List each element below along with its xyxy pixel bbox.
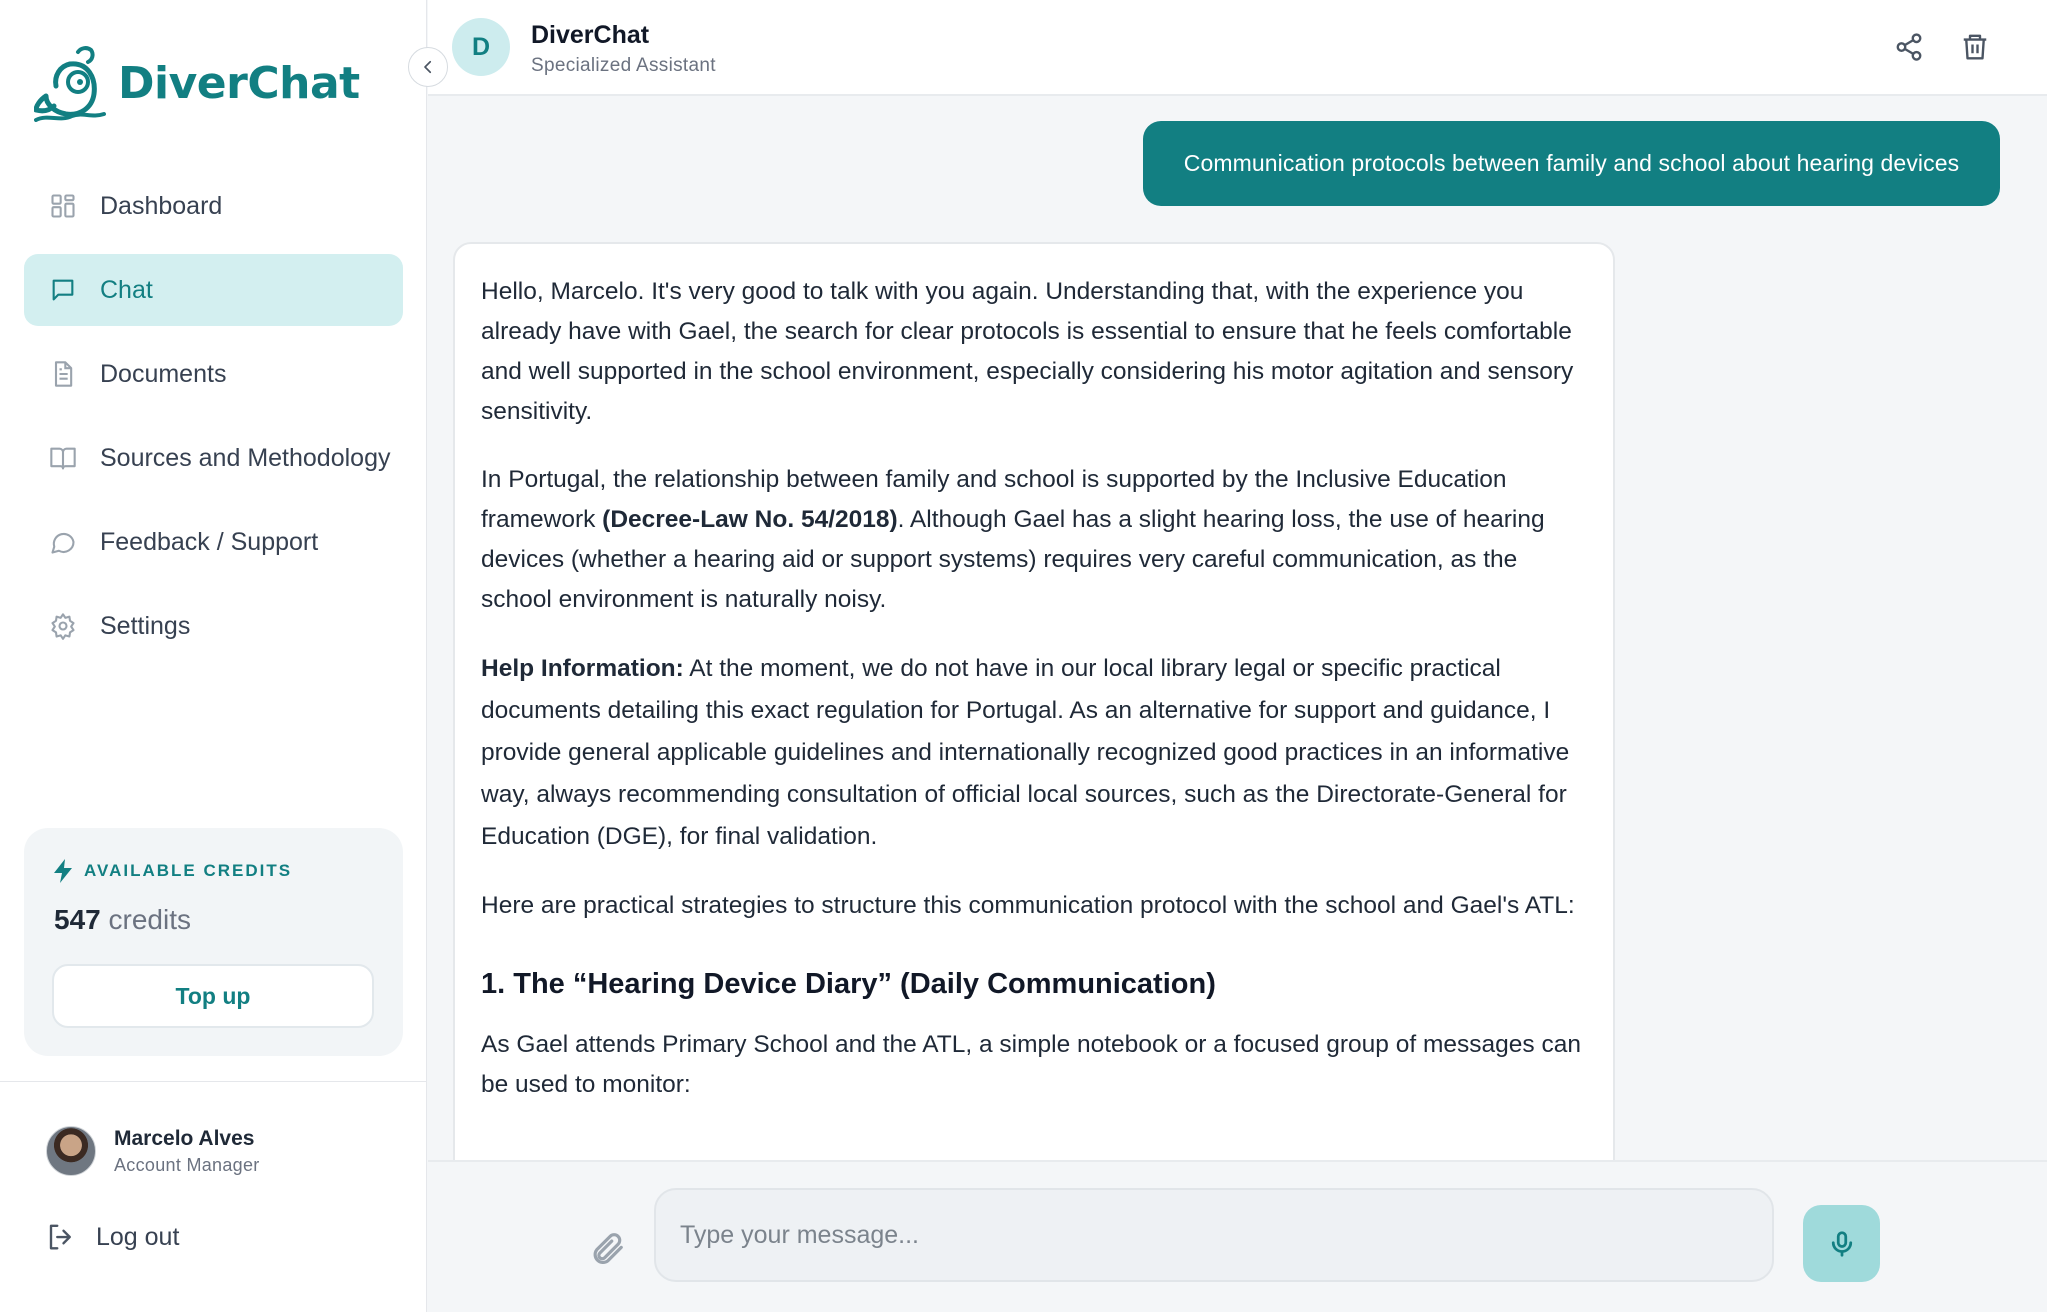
sidebar-item-settings[interactable]: [24, 590, 403, 662]
credits-amount: 547: [54, 904, 101, 935]
sidebar-item-label: Chat: [100, 275, 153, 304]
assistant-subtitle: Specialized Assistant: [531, 55, 716, 76]
sidebar-divider: [0, 1081, 427, 1082]
message-heading: 1. The “Hearing Device Diary” (Daily Communication): [481, 968, 1216, 1000]
sidebar-item-documents[interactable]: [24, 338, 403, 410]
app-name: DiverChat: [118, 57, 360, 109]
collapse-sidebar-button[interactable]: [408, 47, 448, 87]
message-circle-icon: [48, 527, 78, 557]
credits-unit: credits: [108, 904, 191, 935]
assistant-name: DiverChat: [531, 21, 650, 49]
dashboard-grid-icon: [48, 191, 78, 221]
message-paragraph: [481, 648, 1587, 858]
logout-label: Log out: [96, 1222, 180, 1251]
message-input[interactable]: [654, 1188, 1774, 1282]
assistant-message-bubble: [453, 242, 1615, 1312]
chat-header: [428, 0, 2047, 96]
gear-icon: [48, 611, 78, 641]
sidebar-item-chat[interactable]: [24, 254, 403, 326]
message-paragraph: [481, 460, 1587, 620]
credits-card: [24, 828, 403, 1056]
sidebar-item-label: Settings: [100, 611, 191, 640]
lightning-icon: [52, 858, 74, 884]
assistant-avatar: D: [452, 18, 510, 76]
credits-header: [52, 858, 292, 884]
share-button[interactable]: [1892, 30, 1926, 64]
user-info: [114, 1127, 260, 1176]
text-span: At the moment, we do not have in our local library legal or specific practical documents detailing this exact regulation for Portugal. As an alternative for support and guidance, I provide general applicable guidelines and internationally recognized good practices in an informative way, always recommending consultation of official local sources, such as the Directorate-General for Education (DGE), for final validation.: [481, 655, 1570, 850]
message-paragraph: Here are practical strategies to structure this communication protocol with the school and Gael's ATL:: [481, 892, 1575, 919]
user-message-bubble: Communication protocols between family and school about hearing devices: [1143, 121, 2000, 206]
bold-text: Help Information:: [481, 655, 684, 682]
microphone-button[interactable]: [1803, 1205, 1880, 1282]
user-name: Marcelo Alves: [114, 1126, 255, 1150]
logout-icon: [46, 1222, 76, 1252]
share-icon: [1894, 32, 1924, 62]
avatar: [46, 1126, 96, 1176]
sidebar-item-label: Feedback / Support: [100, 527, 319, 556]
credits-label: AVAILABLE CREDITS: [84, 861, 293, 880]
sidebar-item-label: Sources and Methodology: [100, 443, 391, 472]
user-role: Account Manager: [114, 1154, 260, 1175]
diver-logo-icon: [34, 44, 106, 122]
book-open-icon: [48, 443, 78, 473]
sidebar-item-label: Documents: [100, 359, 227, 388]
sidebar-item-feedback[interactable]: [24, 506, 403, 578]
document-icon: [48, 359, 78, 389]
bold-text: (Decree-Law No. 54/2018): [602, 506, 898, 533]
topup-button[interactable]: Top up: [52, 964, 374, 1028]
sidebar-item-sources[interactable]: [24, 422, 403, 494]
sidebar-nav: [24, 170, 403, 674]
composer-bar: [428, 1160, 2047, 1312]
message-paragraph: As Gael attends Primary School and the ATL, a simple notebook or a focused group of messages can be used to monitor:: [481, 1031, 1581, 1098]
microphone-icon: [1827, 1229, 1857, 1259]
sidebar: [0, 0, 427, 1312]
paperclip-icon: [588, 1230, 626, 1268]
chevron-left-icon: [419, 58, 437, 76]
trash-icon: [1960, 32, 1990, 62]
logout-button[interactable]: [46, 1222, 179, 1252]
delete-chat-button[interactable]: [1958, 30, 1992, 64]
sidebar-item-dashboard[interactable]: [24, 170, 403, 242]
app-logo[interactable]: [34, 44, 360, 122]
message-paragraph: Hello, Marcelo. It's very good to talk with you again. Understanding that, with the experience you already have with Gael, the search for clear protocols is essential to ensure that he feels comfortable and well supported in the school environment, especially considering his motor agitation and sensory sensitivity.: [481, 278, 1574, 425]
credits-value: [54, 904, 191, 936]
attach-button[interactable]: [588, 1230, 628, 1270]
text-span: In Portugal, the relationship between family and school is supported by the Inclusive Education framework: [481, 466, 1507, 533]
chat-bubble-icon: [48, 275, 78, 305]
user-profile[interactable]: [46, 1126, 260, 1176]
text-span: . Although Gael has a slight hearing loss, the use of hearing devices (whether a hearing aid or support systems) requires very careful communication, as the school environment is naturally noisy.: [481, 506, 1545, 613]
sidebar-item-label: Dashboard: [100, 191, 223, 220]
